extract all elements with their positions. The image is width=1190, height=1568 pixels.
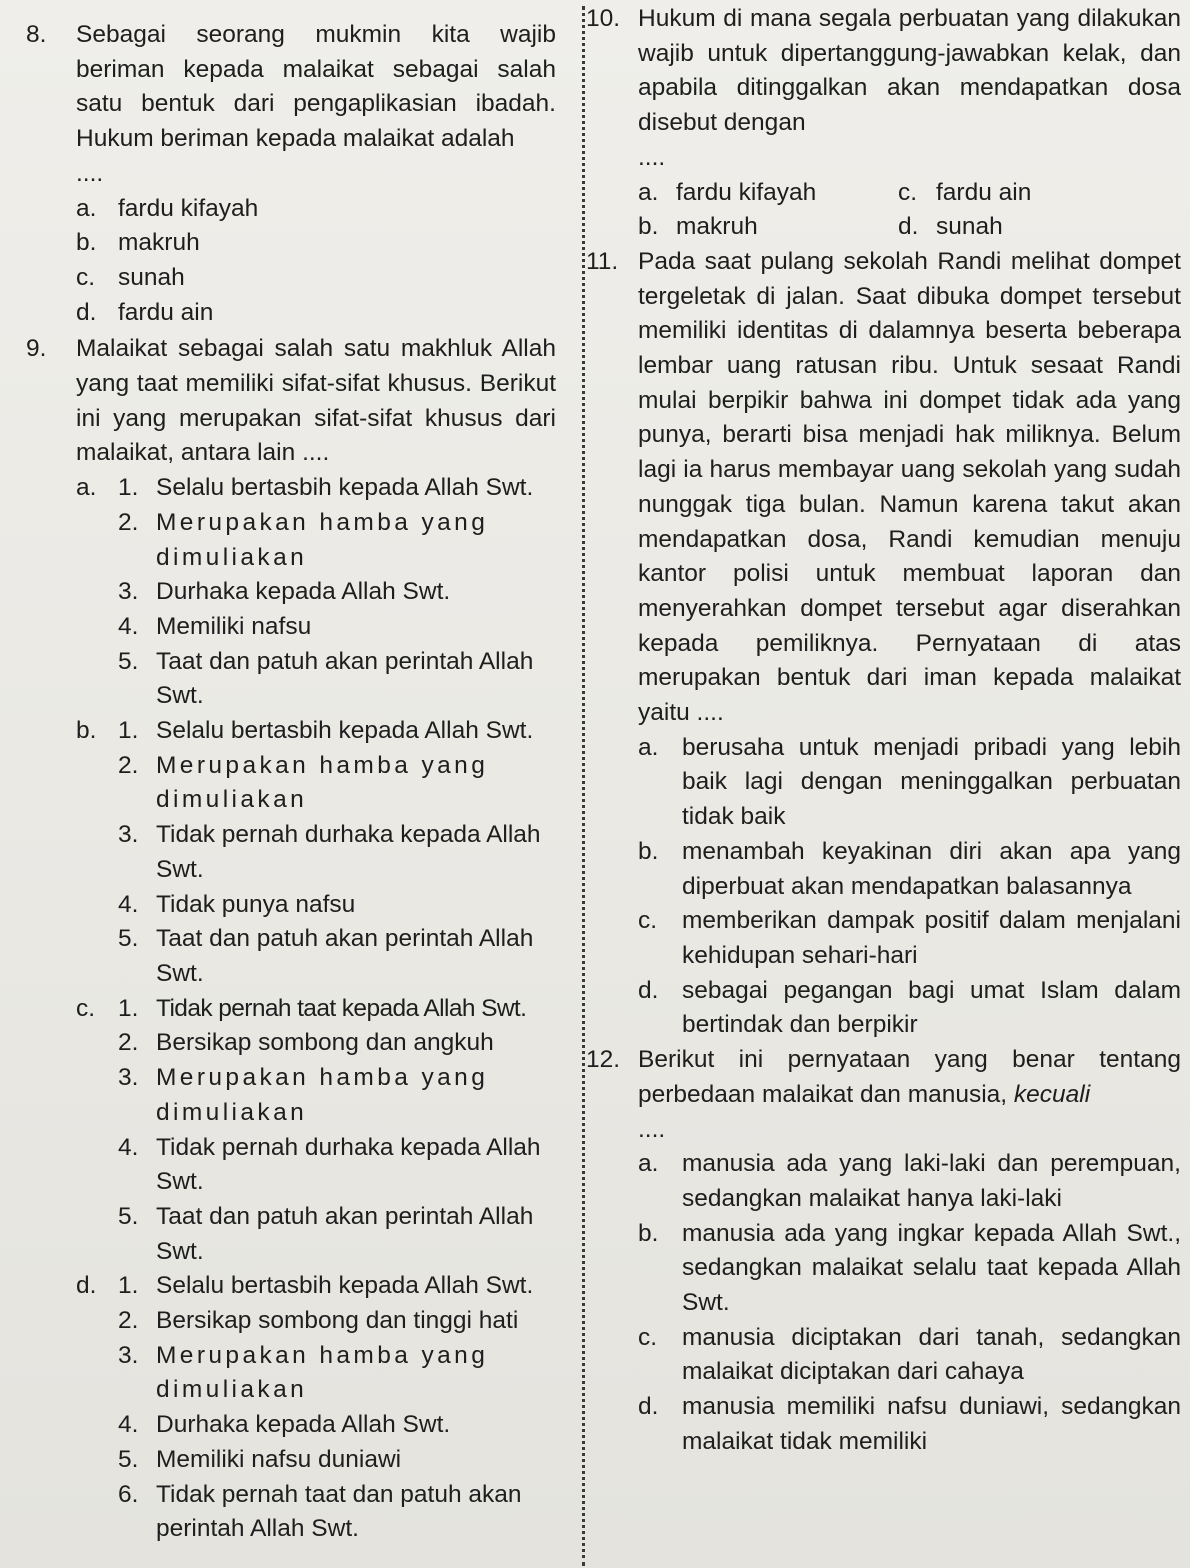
item-text: Tidak pernah taat dan patuh akan perintah Allah Swt. bbox=[156, 1480, 522, 1543]
option-item bbox=[118, 1131, 556, 1200]
option-letter: c. bbox=[898, 178, 918, 206]
question-dots: .... bbox=[76, 159, 104, 187]
option-d bbox=[76, 1269, 556, 1547]
option-item bbox=[118, 575, 556, 610]
option-letter: b. bbox=[638, 213, 659, 241]
option-item bbox=[118, 1304, 556, 1339]
option-b bbox=[638, 1217, 1181, 1321]
option-item bbox=[118, 1061, 556, 1130]
option-letter: d. bbox=[898, 213, 919, 241]
option-text: berusaha untuk menjadi pribadi yang lebih baik lagi dengan meninggalkan perbuatan tidak baik bbox=[682, 733, 1181, 831]
item-number: 5. bbox=[118, 647, 139, 675]
option-text: memberikan dampak positif dalam menjalani kehidupan sehari-hari bbox=[682, 907, 1181, 969]
option-text: sebagai pegangan bagi umat Islam dalam bertindak dan berpikir bbox=[682, 976, 1181, 1039]
item-text: Selalu bertasbih kepada Allah Swt. bbox=[156, 717, 534, 745]
item-number: 4. bbox=[118, 1411, 139, 1439]
option-letter: a. bbox=[638, 733, 659, 761]
option-item bbox=[118, 471, 556, 506]
option-a bbox=[638, 731, 1181, 835]
item-text: Bersikap sombong dan angkuh bbox=[156, 1029, 494, 1057]
question-dots: .... bbox=[638, 143, 666, 171]
item-text: Durhaka kepada Allah Swt. bbox=[156, 1411, 451, 1439]
item-text: Tidak pernah taat kepada Allah Swt. bbox=[156, 994, 527, 1022]
left-column bbox=[26, 0, 556, 1547]
option-text: fardu ain bbox=[118, 298, 214, 326]
option-d bbox=[638, 1390, 1181, 1459]
item-text: Selalu bertasbih kepada Allah Swt. bbox=[156, 1272, 534, 1300]
option-item bbox=[118, 714, 556, 749]
option-text: manusia ada yang ingkar kepada Allah Swt., sedangkan malaikat selalu taat kepada Allah Swt. bbox=[682, 1219, 1181, 1317]
option-item bbox=[118, 749, 556, 818]
option-c bbox=[898, 176, 1138, 211]
option-text: menambah keyakinan diri akan apa yang diperbuat akan mendapatkan balasannya bbox=[682, 837, 1181, 900]
option-item bbox=[118, 610, 556, 645]
question-number: 10. bbox=[586, 5, 621, 32]
item-text: Durhaka kepada Allah Swt. bbox=[156, 578, 451, 606]
item-number: 4. bbox=[118, 1133, 139, 1161]
question-number: 9. bbox=[26, 335, 47, 363]
question-9 bbox=[26, 332, 556, 471]
option-c bbox=[76, 992, 556, 1270]
question-8 bbox=[26, 18, 556, 157]
option-text: makruh bbox=[118, 229, 200, 257]
option-letter: c. bbox=[76, 994, 96, 1022]
option-text: sunah bbox=[118, 263, 185, 291]
item-text: Memiliki nafsu duniawi bbox=[156, 1445, 402, 1473]
option-letter: c. bbox=[638, 907, 658, 935]
item-text: Selalu bertasbih kepada Allah Swt. bbox=[156, 474, 534, 502]
option-item bbox=[118, 506, 556, 575]
option-item bbox=[118, 1478, 556, 1547]
option-text: makruh bbox=[676, 213, 758, 241]
option-item bbox=[118, 1026, 556, 1061]
item-number: 3. bbox=[118, 821, 139, 849]
question-text: Sebagai seorang mukmin kita wajib beriman kepada malaikat sebagai salah satu bentuk dari pengaplikasian ibadah. Hukum beriman kepada malaikat adalah bbox=[76, 21, 556, 153]
option-d bbox=[898, 210, 1138, 245]
option-d bbox=[76, 296, 556, 331]
item-text: Tidak punya nafsu bbox=[156, 890, 356, 918]
item-number: 5. bbox=[118, 925, 139, 953]
option-item bbox=[118, 1408, 556, 1443]
option-b bbox=[638, 210, 898, 245]
question-number: 8. bbox=[26, 21, 47, 48]
option-letter: a. bbox=[76, 474, 97, 502]
option-b bbox=[76, 226, 556, 261]
item-text: Merupakan hamba yang dimuliakan bbox=[156, 508, 489, 571]
option-letter: a. bbox=[638, 1150, 659, 1178]
item-number: 4. bbox=[118, 890, 139, 918]
option-c bbox=[638, 904, 1181, 973]
option-letter: b. bbox=[638, 837, 659, 865]
item-number: 5. bbox=[118, 1445, 139, 1473]
option-text: fardu kifayah bbox=[676, 178, 817, 206]
option-a bbox=[76, 192, 556, 227]
option-text: manusia ada yang laki-laki dan perempuan, sedangkan malaikat hanya laki-laki bbox=[682, 1150, 1181, 1212]
question-10 bbox=[586, 2, 1181, 141]
question-text-emphasis: kecuali bbox=[1013, 1080, 1091, 1108]
option-letter: b. bbox=[638, 1219, 659, 1247]
option-letter: b. bbox=[76, 717, 97, 745]
option-text: fardu kifayah bbox=[118, 194, 259, 222]
item-number: 1. bbox=[118, 474, 139, 502]
item-text: Taat dan patuh akan perintah Allah Swt. bbox=[156, 1202, 534, 1265]
option-letter: c. bbox=[638, 1323, 658, 1351]
option-d bbox=[638, 974, 1181, 1043]
option-letter: a. bbox=[638, 178, 659, 206]
column-divider bbox=[582, 6, 585, 1566]
question-dots: .... bbox=[638, 1115, 666, 1143]
option-letter: a. bbox=[76, 194, 97, 222]
item-text: Tidak pernah durhaka kepada Allah Swt. bbox=[156, 821, 541, 883]
option-c bbox=[76, 261, 556, 296]
item-text: Bersikap sombong dan tinggi hati bbox=[156, 1307, 519, 1335]
item-number: 1. bbox=[118, 717, 139, 745]
option-item bbox=[118, 1443, 556, 1478]
option-letter: d. bbox=[76, 1272, 97, 1300]
option-a bbox=[638, 1147, 1181, 1216]
item-number: 3. bbox=[118, 1341, 139, 1369]
option-letter: c. bbox=[76, 263, 96, 291]
option-item bbox=[118, 888, 556, 923]
option-item bbox=[118, 645, 556, 714]
item-number: 1. bbox=[118, 1272, 139, 1300]
item-number: 2. bbox=[118, 1307, 139, 1335]
item-text: Taat dan patuh akan perintah Allah Swt. bbox=[156, 925, 534, 987]
right-column bbox=[586, 0, 1181, 1460]
option-a bbox=[638, 176, 898, 211]
item-number: 6. bbox=[118, 1480, 139, 1508]
question-11 bbox=[586, 245, 1181, 731]
option-b bbox=[76, 714, 556, 992]
item-number: 5. bbox=[118, 1202, 139, 1230]
option-item bbox=[118, 1200, 556, 1269]
item-text: Merupakan hamba yang dimuliakan bbox=[156, 1341, 489, 1404]
option-text: manusia memiliki nafsu duniawi, sedangkan malaikat tidak memiliki bbox=[682, 1393, 1181, 1455]
item-number: 2. bbox=[118, 508, 139, 536]
item-number: 2. bbox=[118, 751, 139, 779]
option-c bbox=[638, 1321, 1181, 1390]
question-text-main: Berikut ini pernyataan yang benar tentang perbedaan malaikat dan manusia, bbox=[638, 1046, 1181, 1108]
question-number: 11. bbox=[586, 247, 619, 275]
option-item bbox=[118, 1269, 556, 1304]
item-text: Merupakan hamba yang dimuliakan bbox=[156, 1064, 489, 1126]
item-number: 2. bbox=[118, 1029, 139, 1057]
question-text bbox=[638, 1043, 1181, 1112]
item-text: Taat dan patuh akan perintah Allah Swt. bbox=[156, 647, 534, 710]
question-text: Malaikat sebagai salah satu makhluk Allah yang taat memiliki sifat-sifat khusus. Berikut ini yang merupakan sifat-sifat khusus dari malaikat, antara lain .... bbox=[76, 335, 556, 467]
option-text: manusia diciptakan dari tanah, sedangkan malaikat diciptakan dari cahaya bbox=[682, 1323, 1181, 1386]
option-item bbox=[118, 818, 556, 887]
item-text: Merupakan hamba yang dimuliakan bbox=[156, 751, 489, 814]
item-number: 1. bbox=[118, 994, 139, 1022]
option-letter: b. bbox=[76, 229, 97, 257]
question-number: 12. bbox=[586, 1046, 621, 1074]
option-letter: d. bbox=[638, 1393, 659, 1421]
question-text: Hukum di mana segala perbuatan yang dilakukan wajib untuk dipertanggung-jawabkan kelak, dan apabila ditinggalkan akan mendapatkan dosa disebut dengan bbox=[638, 5, 1181, 137]
option-text: sunah bbox=[936, 213, 1003, 241]
options-grid bbox=[638, 176, 1181, 245]
option-text: fardu ain bbox=[936, 178, 1032, 206]
item-text: Tidak pernah durhaka kepada Allah Swt. bbox=[156, 1133, 541, 1196]
option-item bbox=[118, 922, 556, 991]
question-text: Pada saat pulang sekolah Randi melihat dompet tergeletak di jalan. Saat dibuka dompet tersebut memiliki identitas di dalamnya beserta beberapa lembar uang ratusan ribu. Untuk sesaat Randi mulai berpikir bahwa ini dompet tidak ada yang punya, berarti bisa menjadi hak miliknya. Belum lagi ia harus membayar uang sekolah yang sudah nunggak tiga bulan. Namun karena takut akan mendapatkan dosa, Randi kemudian menuju kantor polisi untuk membuat laporan dan menyerahkan dompet tersebut agar diserahkan kepada pemiliknya. Pernyataan di atas merupakan bentuk dari iman kepada malaikat yaitu .... bbox=[638, 247, 1181, 727]
item-number: 3. bbox=[118, 1064, 139, 1092]
option-letter: d. bbox=[76, 298, 97, 326]
question-12 bbox=[586, 1043, 1181, 1112]
option-letter: d. bbox=[638, 976, 659, 1004]
option-a bbox=[76, 471, 556, 714]
item-number: 3. bbox=[118, 578, 139, 606]
item-number: 4. bbox=[118, 612, 139, 640]
item-text: Memiliki nafsu bbox=[156, 612, 312, 640]
option-item bbox=[118, 1339, 556, 1408]
option-item bbox=[118, 992, 556, 1027]
option-b bbox=[638, 835, 1181, 904]
